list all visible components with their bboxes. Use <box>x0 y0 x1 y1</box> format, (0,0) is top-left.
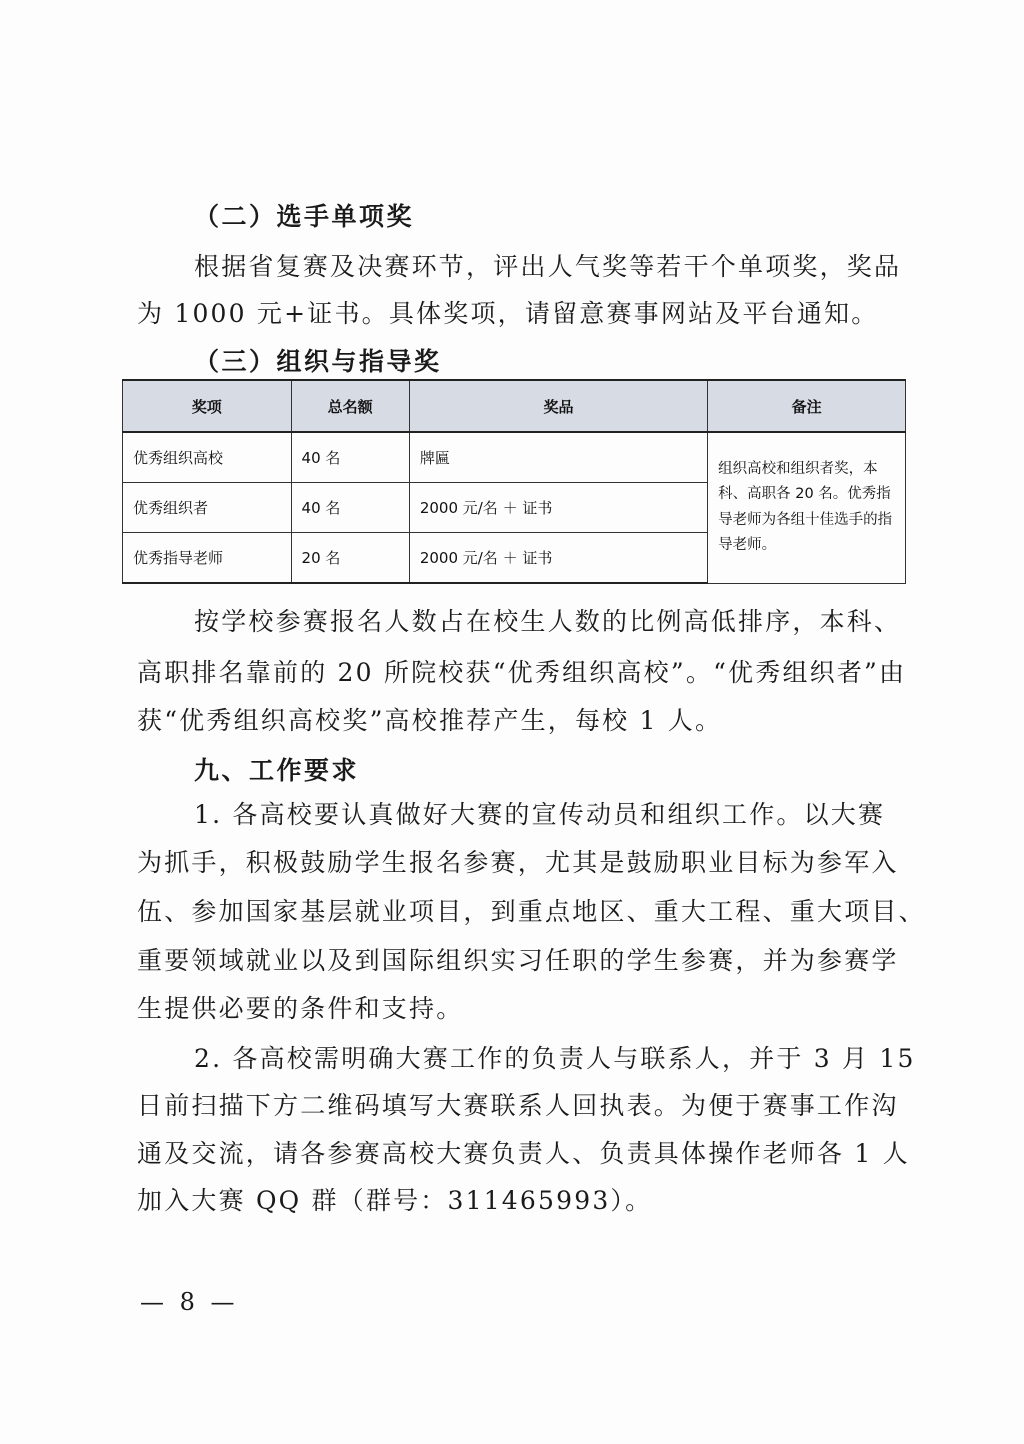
paragraph-line: 2. 各高校需明确大赛工作的负责人与联系人，并于 3 月 15 <box>194 1044 916 1073</box>
section-heading-organization-awards: （三）组织与指导奖 <box>194 347 442 376</box>
table-cell: 2000 元/名 ＋ 证书 <box>409 483 707 533</box>
table-note-cell: 组织高校和组织者奖，本科、高职各 20 名。优秀指导老师为各组十佳选手的指导老师。 <box>708 432 906 583</box>
table-header-cell: 总名额 <box>291 380 409 432</box>
paragraph-line: 按学校参赛报名人数占在校生人数的比例高低排序，本科、 <box>194 607 902 636</box>
table-cell: 2000 元/名 ＋ 证书 <box>409 533 707 584</box>
table-header-row <box>123 380 906 432</box>
table-header-cell: 奖品 <box>409 380 707 432</box>
table-cell: 牌匾 <box>409 432 707 483</box>
paragraph-line: 伍、参加国家基层就业项目，到重点地区、重大工程、重大项目、 <box>137 897 926 926</box>
section-heading-individual-awards: （二）选手单项奖 <box>194 202 415 231</box>
table-cell: 优秀组织者 <box>123 483 292 533</box>
table-header-cell: 奖项 <box>123 380 292 432</box>
table-cell: 20 名 <box>291 533 409 584</box>
paragraph-line: 通及交流，请各参赛高校大赛负责人、负责具体操作老师各 1 人 <box>137 1139 910 1168</box>
paragraph-line: 重要领域就业以及到国际组织实习任职的学生参赛，并为参赛学 <box>137 946 899 975</box>
page-number: — 8 — <box>140 1288 239 1316</box>
table-header-cell: 备注 <box>708 380 906 432</box>
table-cell: 优秀指导老师 <box>123 533 292 584</box>
paragraph-line: 日前扫描下方二维码填写大赛联系人回执表。为便于赛事工作沟 <box>137 1091 899 1120</box>
awards-table <box>122 379 906 584</box>
paragraph-line: 生提供必要的条件和支持。 <box>137 994 464 1023</box>
paragraph-line: 加入大赛 QQ 群（群号：311465993）。 <box>137 1186 653 1215</box>
section-heading-work-requirements: 九、工作要求 <box>194 756 360 785</box>
paragraph-line: 高职排名靠前的 20 所院校获“优秀组织高校”。“优秀组织者”由 <box>137 658 907 687</box>
table-cell: 40 名 <box>291 483 409 533</box>
paragraph-line: 根据省复赛及决赛环节，评出人气奖等若干个单项奖，奖品 <box>194 252 902 281</box>
table-cell: 优秀组织高校 <box>123 432 292 483</box>
table-row <box>123 432 906 483</box>
paragraph-line: 为 1000 元+证书。具体奖项，请留意赛事网站及平台通知。 <box>137 299 879 328</box>
table-cell: 40 名 <box>291 432 409 483</box>
paragraph-line: 为抓手，积极鼓励学生报名参赛，尤其是鼓励职业目标为参军入 <box>137 848 899 877</box>
paragraph-line: 1. 各高校要认真做好大赛的宣传动员和组织工作。以大赛 <box>194 800 886 829</box>
paragraph-line: 获“优秀组织高校奖”高校推荐产生，每校 1 人。 <box>137 706 723 735</box>
